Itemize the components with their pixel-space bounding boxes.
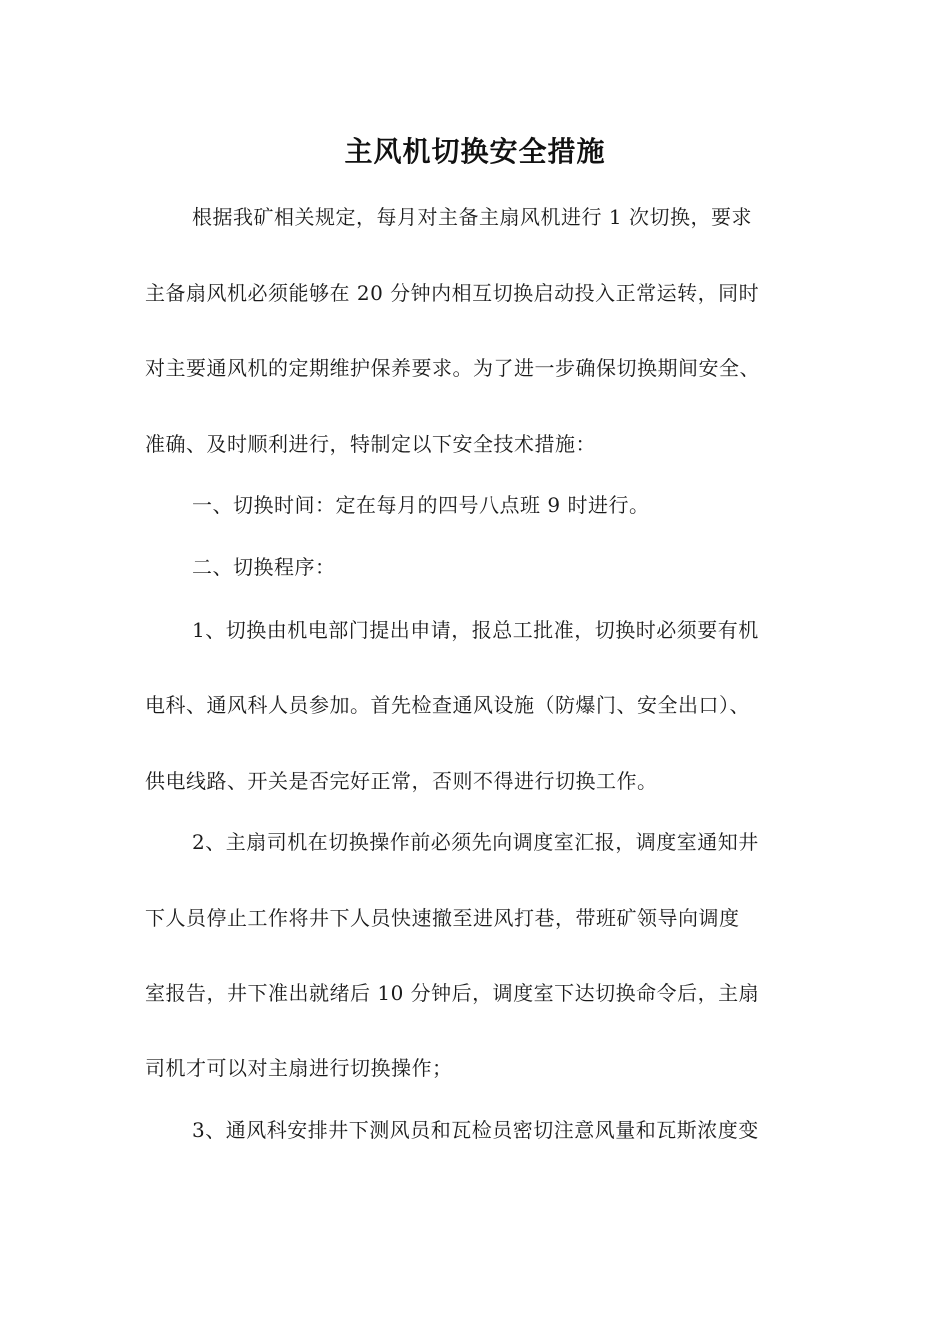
paragraph-line: 3、通风科安排井下测风员和瓦检员密切注意风量和瓦斯浓度变 xyxy=(192,1118,759,1142)
paragraph-line: 主备扇风机必须能够在 20 分钟内相互切换启动投入正常运转，同时 xyxy=(145,281,760,305)
paragraph-line: 电科、通风科人员参加。首先检查通风设施（防爆门、安全出口）、 xyxy=(145,693,750,717)
paragraph-line: 对主要通风机的定期维护保养要求。为了进一步确保切换期间安全、 xyxy=(145,356,760,380)
paragraph-line: 2、主扇司机在切换操作前必须先向调度室汇报，调度室通知井 xyxy=(192,830,759,854)
section-heading-time: 一、切换时间：定在每月的四号八点班 9 时进行。 xyxy=(192,493,650,517)
document-title: 主风机切换安全措施 xyxy=(344,135,606,168)
paragraph-line: 准确、及时顺利进行，特制定以下安全技术措施： xyxy=(145,432,596,456)
paragraph-line: 供电线路、开关是否完好正常，否则不得进行切换工作。 xyxy=(145,769,658,793)
paragraph-line: 根据我矿相关规定，每月对主备主扇风机进行 1 次切换，要求 xyxy=(192,205,752,229)
paragraph-line: 下人员停止工作将井下人员快速撤至进风打巷，带班矿领导向调度 xyxy=(145,906,740,930)
paragraph-line: 司机才可以对主扇进行切换操作； xyxy=(145,1056,453,1080)
paragraph-line: 1、切换由机电部门提出申请，报总工批准，切换时必须要有机 xyxy=(192,618,759,642)
paragraph-line: 室报告，井下准出就绪后 10 分钟后，调度室下达切换命令后，主扇 xyxy=(145,981,760,1005)
section-heading-procedure: 二、切换程序： xyxy=(192,555,336,579)
